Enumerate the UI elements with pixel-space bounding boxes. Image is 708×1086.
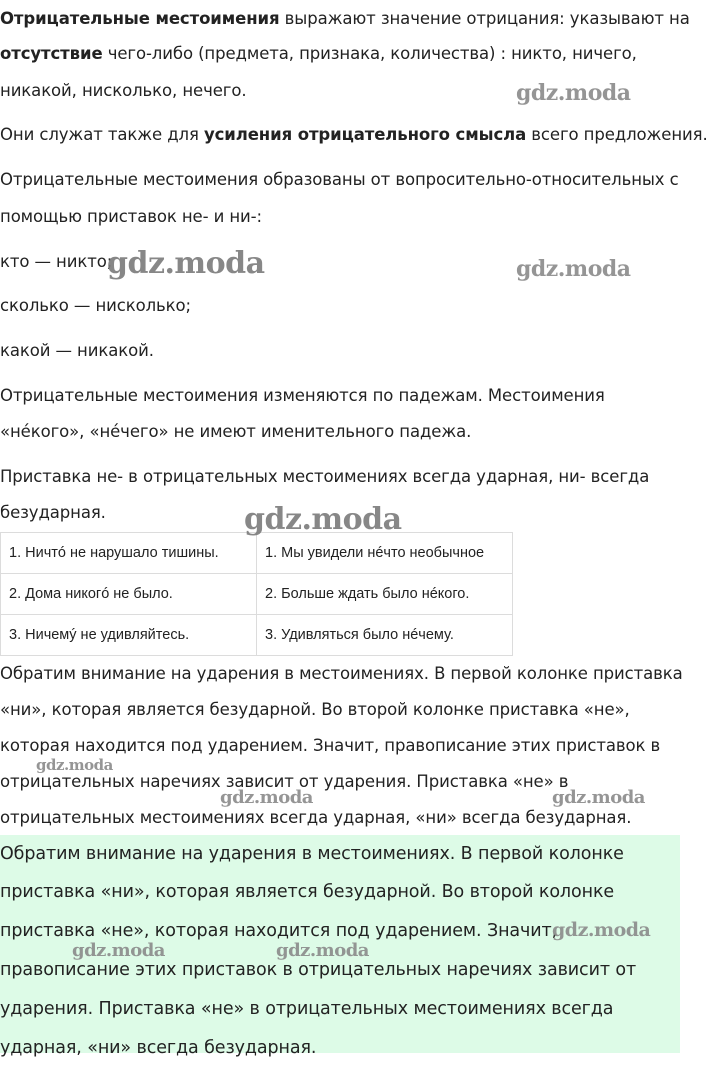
watermark: gdz.moda — [244, 502, 402, 537]
text-span: всего предложения. — [526, 125, 708, 144]
watermark: gdz.moda — [552, 787, 645, 808]
paragraph-line: Приставка не- в отрицательных местоимениях всегда ударная, ни- всегда — [0, 467, 650, 486]
paragraph-line: «нéкого», «нéчего» не имеют именительного падежа. — [0, 422, 472, 441]
bold-term: усиления отрицательного смысла — [203, 125, 527, 144]
highlight-line: правописание этих приставок в отрицательных наречиях зависит от — [0, 960, 637, 980]
paragraph-line: помощью приставок не- и ни-: — [0, 207, 262, 226]
text-span: выражают значение отрицания: указывают на — [279, 9, 690, 28]
watermark: gdz.moda — [72, 940, 165, 961]
example-line: какой — никакой. — [0, 341, 154, 360]
table-cell: 1. Мы увидели нéчто необычное — [257, 533, 513, 574]
paragraph-line — [0, 35, 680, 72]
watermark: gdz.moda — [516, 256, 631, 282]
text-span: Они служат также для — [0, 125, 204, 144]
table-cell: 2. Больше ждать было нéкого. — [257, 574, 513, 615]
paragraph-line — [0, 116, 708, 153]
paragraph-line: отрицательных местоимениях всегда ударная, «ни» всегда безударная. — [0, 808, 632, 827]
table-cell: 2. Дома никогó не было. — [1, 574, 257, 615]
watermark: gdz.moda — [552, 919, 651, 941]
text-span: чего-либо (предмета, признака, количества) : никто, ничего, — [102, 44, 637, 63]
paragraph-line: никакой, нисколько, нечего. — [0, 81, 247, 100]
highlight-line: ударения. Приставка «не» в отрицательных местоимениях всегда — [0, 999, 614, 1019]
paragraph-line: Отрицательные местоимения образованы от вопросительно-относительных с — [0, 170, 679, 189]
watermark: gdz.moda — [220, 787, 313, 808]
watermark: gdz.moda — [36, 756, 113, 774]
bold-term: отсутствие — [0, 44, 103, 63]
watermark: gdz.moda — [276, 940, 369, 961]
paragraph-line — [0, 0, 690, 37]
highlight-line: ударная, «ни» всегда безударная. — [0, 1038, 317, 1058]
examples-table — [0, 532, 513, 656]
paragraph-line: Обратим внимание на ударения в местоимениях. В первой колонке приставка — [0, 664, 683, 683]
paragraph-line: отрицательных наречиях зависит от ударения. Приставка «не» в — [0, 772, 569, 791]
table-cell: 1. Ничтó не нарушало тишины. — [1, 533, 257, 574]
highlight-line: приставка «не», которая находится под ударением. Значит, — [0, 921, 558, 941]
table-row — [1, 574, 513, 615]
bold-term: Отрицательные местоимения — [0, 9, 280, 28]
paragraph-line: «ни», которая является безударной. Во второй колонке приставка «не», — [0, 700, 630, 719]
watermark: gdz.moda — [107, 246, 265, 281]
highlight-line: Обратим внимание на ударения в местоимениях. В первой колонке — [0, 844, 624, 864]
example-line: сколько — нисколько; — [0, 296, 191, 315]
table-row — [1, 615, 513, 656]
highlight-line: приставка «ни», которая является безударной. Во второй колонке — [0, 882, 615, 902]
table-cell: 3. Удивляться было нéчему. — [257, 615, 513, 656]
table-cell: 3. Ничемý не удивляйтесь. — [1, 615, 257, 656]
paragraph-line: которая находится под ударением. Значит, правописание этих приставок в — [0, 736, 661, 755]
example-line: кто — никто; — [0, 252, 113, 271]
table-row — [1, 533, 513, 574]
watermark: gdz.moda — [516, 80, 631, 106]
paragraph-line: Отрицательные местоимения изменяются по падежам. Местоимения — [0, 386, 605, 405]
paragraph-line: безударная. — [0, 503, 106, 522]
